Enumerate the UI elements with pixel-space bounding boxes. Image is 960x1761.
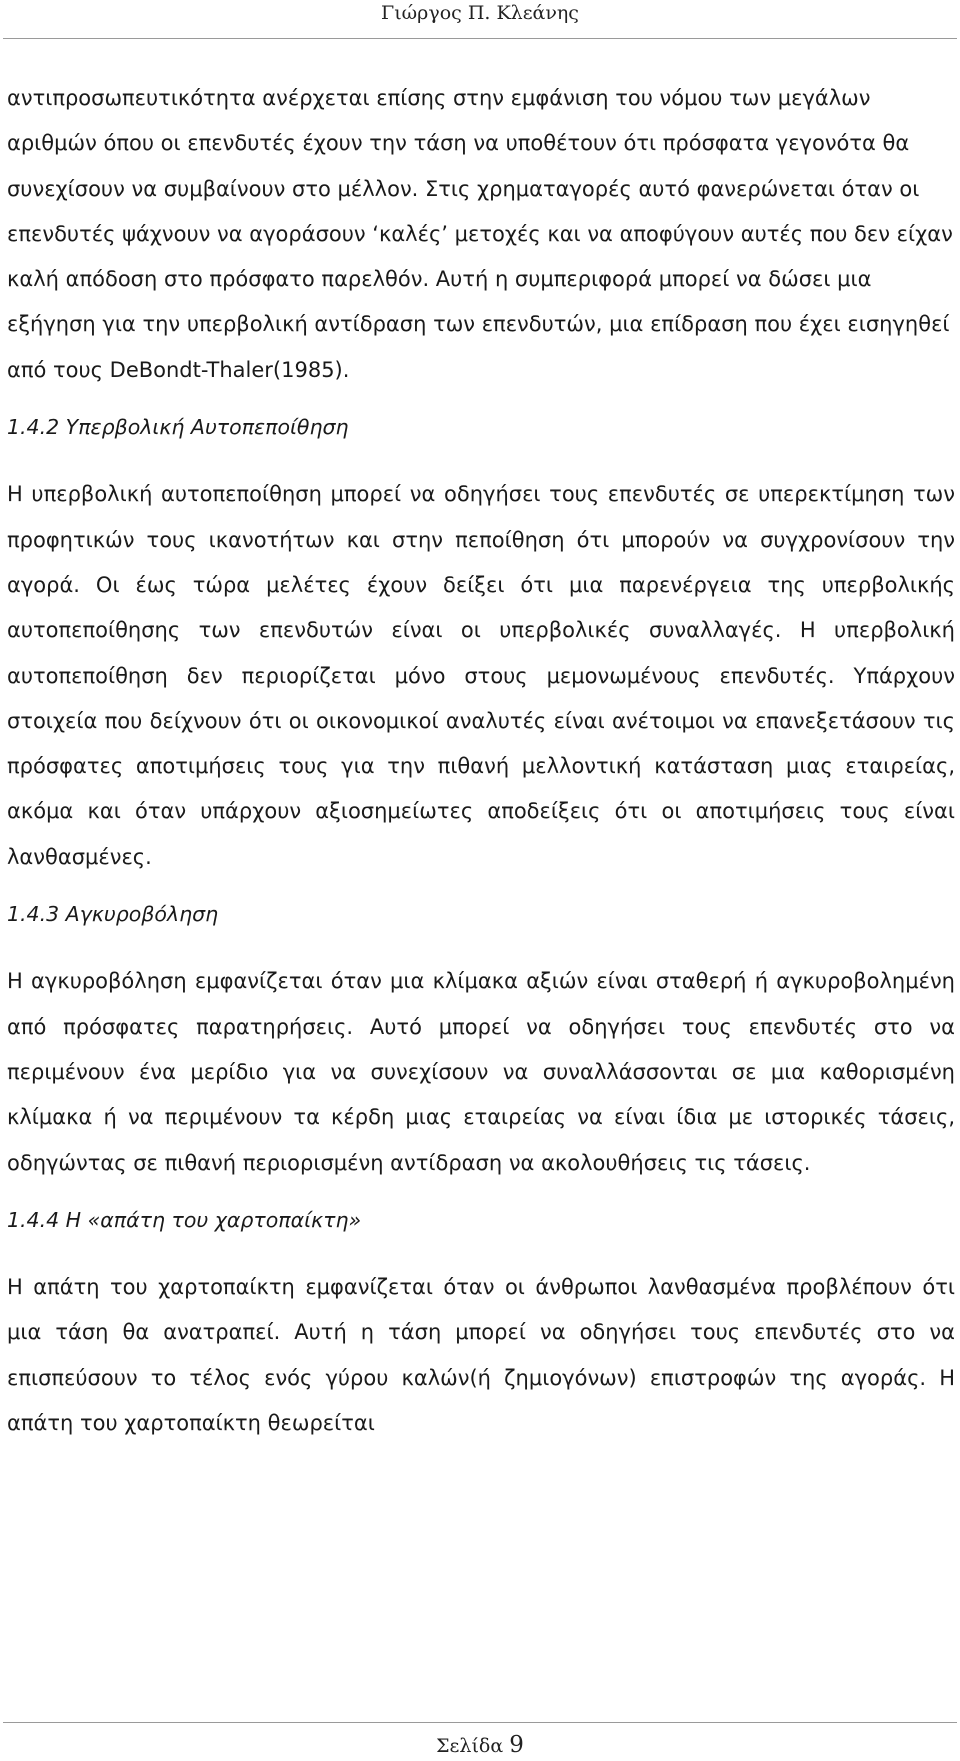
page-label: Σελίδα [436,1735,504,1757]
section-paragraph-anchoring: Η αγκυροβόληση εμφανίζεται όταν μια κλίμακα αξιών είναι σταθερή ή αγκυροβολημένη από πρόσφατες παρατηρήσεις. Αυτό μπορεί να οδηγήσει τους επενδυτές στο να περιμένουν ένα μερίδιο για να συνεχίσουν να συναλλάσσονται σε μια καθορισμένη κλίμακα ή να περιμένουν τα κέρδη μιας εταιρείας να είναι ίδια με ιστορικές τάσεις, οδηγώντας σε πιθανή περιορισμένη αντίδραση να ακολουθήσεις τις τάσεις. [7,969,955,1175]
page-number: 9 [509,1732,524,1758]
header-rule [3,38,957,39]
section-paragraph-gamblers-fallacy: Η απάτη του χαρτοπαίκτη εμφανίζεται όταν οι άνθρωποι λανθασμένα προβλέπουν ότι μια τάση θα ανατραπεί. Αυτή η τάση μπορεί να οδηγήσει τους επενδυτές στο να επισπεύσουν το τέλος ενός γύρου καλών(ή ζημιογόνων) επιστροφών της αγοράς. Η απάτη του χαρτοπαίκτη θεωρείται [7,1275,955,1436]
footer-rule [3,1722,957,1723]
section-heading-gamblers-fallacy: 1.4.4 Η «απάτη του χαρτοπαίκτη» [7,1207,362,1232]
section-paragraph-overconfidence: Η υπερβολική αυτοπεποίθηση μπορεί να οδηγήσει τους επενδυτές σε υπερεκτίμηση των προφητικών τους ικανοτήτων και στην πεποίθηση ότι μπορούν να συγχρονίσουν την αγορά. Οι έως τώρα μελέτες έχουν δείξει ότι μια παρενέργεια της υπερβολικής αυτοπεποίθησης των επενδυτών είναι οι υπερβολικές συναλλαγές. Η υπερβολική αυτοπεποίθηση δεν περιορίζεται μόνο στους μεμονωμένους επενδυτές. Υπάρχουν στοιχεία που δείχνουν ότι οι οικονομικοί αναλυτές είναι ανέτοιμοι να επανεξετάσουν τις πρόσφατες αποτιμήσεις τους για την πιθανή μελλοντική κατάσταση μιας εταιρείας, ακόμα και όταν υπάρχουν αξιοσημείωτες αποδείξεις ότι οι αποτιμήσεις τους είναι λανθασμένες. [7,482,955,869]
section-heading-anchoring: 1.4.3 Αγκυροβόληση [7,902,219,927]
intro-paragraph: αντιπροσωπευτικότητα ανέρχεται επίσης στην εμφάνιση του νόμου των μεγάλων αριθμών όπου οι επενδυτές έχουν την τάση να υποθέτουν ότι πρόσφατα γεγονότα θα συνεχίσουν να συμβαίνουν στο μέλλον. Στις χρηματαγορές αυτό φανερώνεται όταν οι επενδυτές ψάχνουν να αγοράσουν ‘καλές’ μετοχές και να αποφύγουν αυτές που δεν είχαν καλή απόδοση στο πρόσφατο παρελθόν. Αυτή η συμπεριφορά μπορεί να δώσει μια εξήγηση για την υπερβολική αντίδραση των επενδυτών, μια επίδραση που έχει εισηγηθεί από τους DeBondt-Thaler(1985). [7,86,953,382]
section-heading-overconfidence: 1.4.2 Υπερβολική Αυτοπεποίθηση [7,415,349,440]
running-header: Γιώργος Π. Κλεάνης [381,2,579,24]
page-footer [0,1733,960,1758]
document-body [7,76,955,1446]
